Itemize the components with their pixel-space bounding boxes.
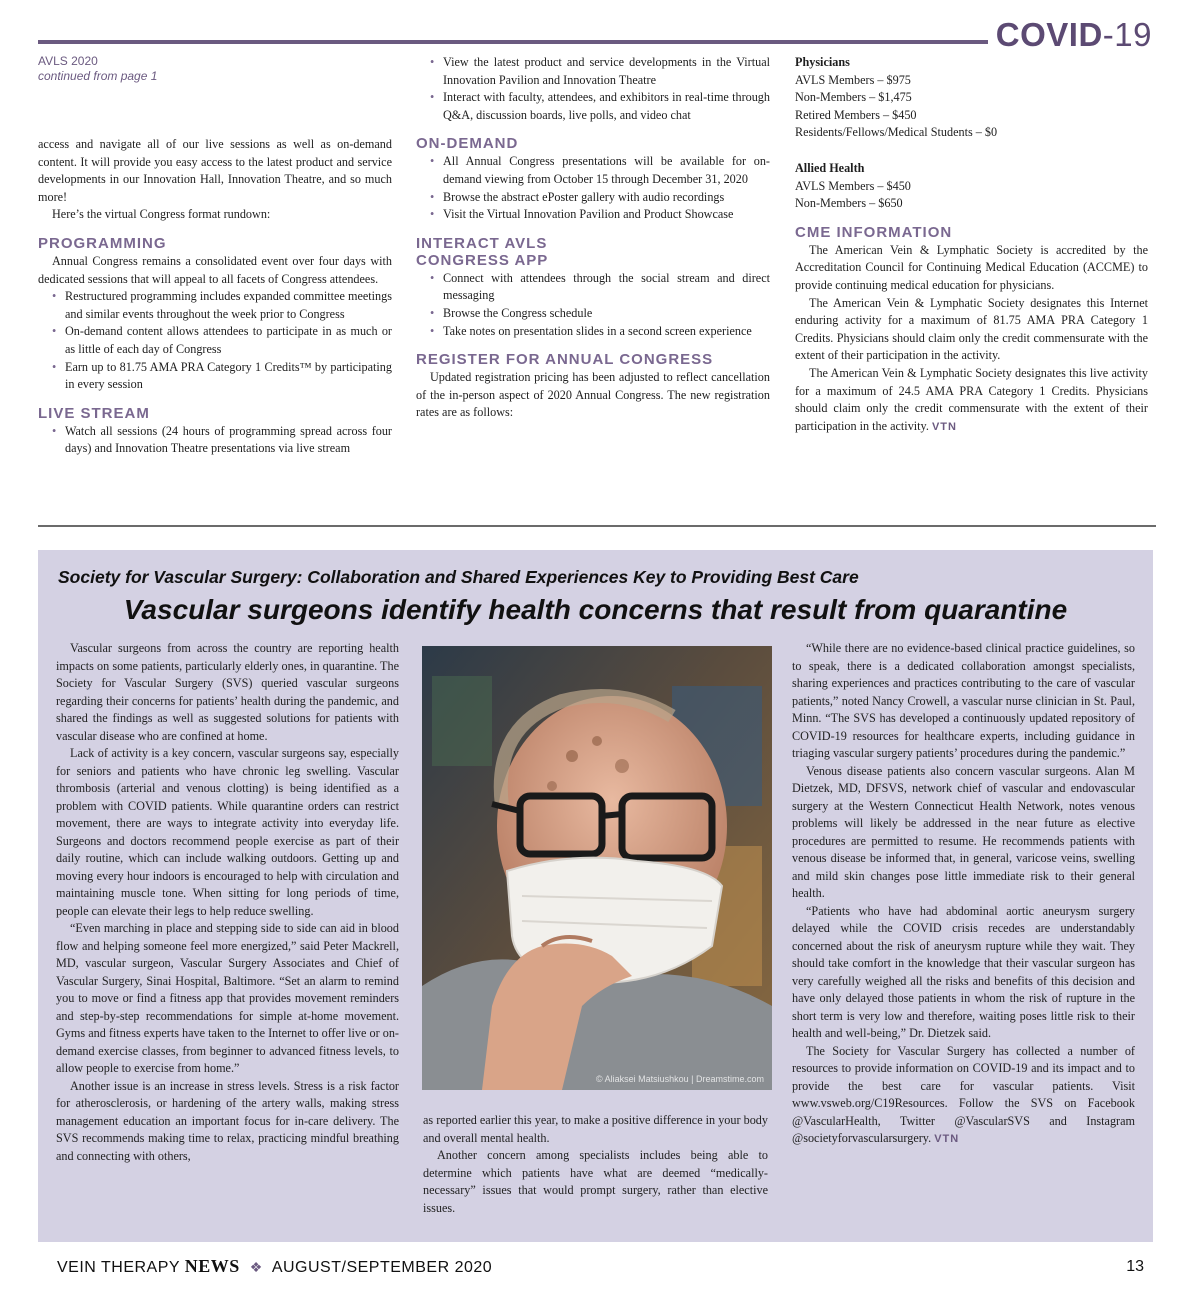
section-flag-word: COVID <box>995 16 1103 53</box>
section-heading-on-demand: ON-DEMAND <box>416 135 519 153</box>
article-column-1 <box>56 640 399 1165</box>
diamond-ornament-icon: ❖ <box>249 1259 263 1275</box>
section-heading-register: REGISTER FOR ANNUAL CONGRESS <box>416 351 714 369</box>
article-paragraph-text: The Society for Vascular Surgery has collected a number of resources to provide information on COVID-19 and its impact and to provide the best care for vascular patients. Visit www.vsweb.org/C19Resources. Follow the SVS on Facebook @VascularHealth, Twitter @VascularSVS and Instagram @societyforvascularsurgery. <box>792 1043 1135 1145</box>
article-paragraph: “While there are no evidence-based clinical practice guidelines, so to speak, there is a dedicated collaboration amongst specialists, sharing experiences and practices contributing to the care of vascular patients,” noted Nancy Crowell, a vascular nurse clinician in St. Paul, Minn. “The SVS has developed a continuously updated repository of COVID-19 resources for healthcare experts, including guidance in triaging vascular surgery patients’ procedures during the pandemic.” <box>792 641 1135 760</box>
section-heading-cme: CME INFORMATION <box>795 223 953 241</box>
allied-health-heading: Allied Health <box>795 160 865 175</box>
continued-kicker: AVLS 2020 <box>38 54 98 68</box>
rate-line: AVLS Members – $450 <box>795 178 911 193</box>
photo-credit: © Aliaksei Matsiushkou | Dreamstime.com <box>595 1074 764 1084</box>
section-flag <box>996 18 1152 51</box>
list-item: • On-demand content allows attendees to participate in as much or as little of each day of Congress <box>38 323 392 358</box>
section-divider <box>38 525 1156 527</box>
list-item: • Earn up to 81.75 AMA PRA Category 1 Credits™ by participating in every session <box>38 359 392 394</box>
list-item: • All Annual Congress presentations will be available for on-demand viewing from October 15 through December 31, 2020 <box>416 153 770 188</box>
section-heading-live-stream: LIVE STREAM <box>38 404 150 422</box>
cme-paragraph: The American Vein & Lymphatic Society is accredited by the Accreditation Council for Continuing Medical Education (ACCME) to provide continuing medical education for physicians. <box>795 242 1148 292</box>
section-heading-programming: PROGRAMMING <box>38 234 167 252</box>
list-item: • Restructured programming includes expanded committee meetings and similar events throughout the week prior to Congress <box>38 288 392 323</box>
list-item: • Connect with attendees through the social stream and direct messaging <box>416 270 770 305</box>
end-mark: VTN <box>931 420 957 433</box>
rate-line: AVLS Members – $975 <box>795 72 911 87</box>
article-paragraph: Another issue is an increase in stress levels. Stress is a risk factor for atherosclerosis, or hardening of the artery walls, making stress management education an important focus for in-care delivery. The SVS recommends making time to relax, practicing mindful breathing and connecting with others, <box>56 1078 399 1163</box>
innovation-list <box>416 54 770 124</box>
column-3 <box>795 54 1148 436</box>
cme-paragraph-last <box>795 365 1148 436</box>
on-demand-list <box>416 153 770 223</box>
sidebar-article-box <box>38 550 1153 1242</box>
section-flag-number: -19 <box>1102 16 1152 53</box>
article-paragraph: “Even marching in place and stepping side to side can aid in blood flow and helping someone feel more energized,” said Peter Mackrell, MD, vascular surgeon, Vascular Surgery Associates and Chief of Vascular Surgery, Sinai Hospital, Baltimore. “Set an alarm to remind you to move or find a fitness app that provides movement reminders and step-by-step recommendations for simple at-home movement. Gyms and fitness experts have taken to the Internet to offer live or on-demand exercise classes, from beginner to advanced fitness levels, to allow people to exercise from home.” <box>56 921 399 1075</box>
app-heading-line-1: INTERACT AVLS <box>416 234 548 252</box>
article-column-3 <box>792 640 1135 1149</box>
register-paragraph: Updated registration pricing has been adjusted to reflect cancellation of the in-person aspect of 2020 Annual Congress. The new registration rates are as follows: <box>416 370 770 420</box>
article-title: Vascular surgeons identify health concerns that result from quarantine <box>123 594 1068 625</box>
rate-line: Non-Members – $1,475 <box>795 90 912 105</box>
article-photo <box>422 646 772 1090</box>
rate-line: Retired Members – $450 <box>795 107 917 122</box>
rate-line: Residents/Fellows/Medical Students – $0 <box>795 125 998 140</box>
live-stream-list <box>38 423 392 458</box>
section-heading-app <box>416 235 770 269</box>
list-item: • View the latest product and service developments in the Virtual Innovation Pavilion and Innovation Theatre <box>416 54 770 89</box>
programming-paragraph: Annual Congress remains a consolidated event over four days with dedicated sessions that will appeal to all facets of Congress attendees. <box>38 253 392 286</box>
physicians-heading: Physicians <box>795 55 850 69</box>
article-column-2 <box>423 1112 768 1217</box>
intro-paragraph: access and navigate all of our live sessions as well as on-demand content. It will provide you easy access to the latest product and service developments in our Innovation Hall, Innovation Theatre, and so much more! <box>38 137 392 204</box>
list-item: • Browse the Congress schedule <box>416 305 770 323</box>
column-2 <box>416 54 770 422</box>
rundown-paragraph: Here’s the virtual Congress format rundown: <box>52 207 271 222</box>
article-paragraph: “Patients who have had abdominal aortic aneurysm surgery delayed while the COVID crisis recedes are understandably concerned about the risk of aneurysm rupture while they wait. They should take comfort in the knowledge that their vascular surgeon has very carefully weighed all the risks and benefits of this decision and have only delayed those patients in whom the risk of rupture in the short term is very low and therefore, waiting poses little risk to their health and well-being,” Dr. Dietzek said. <box>792 903 1135 1040</box>
list-item: • Visit the Virtual Innovation Pavilion and Product Showcase <box>416 206 770 224</box>
article-paragraph-continued: as reported earlier this year, to make a positive difference in your body and overall mental health. <box>423 1113 768 1145</box>
issue-date: AUGUST/SEPTEMBER 2020 <box>271 1259 493 1276</box>
article-paragraph-last <box>792 1043 1135 1149</box>
page-footer <box>57 1256 492 1277</box>
list-item: • Interact with faculty, attendees, and exhibitors in real-time through Q&A, discussion boards, live polls, and video chat <box>416 89 770 124</box>
app-heading-line-2: CONGRESS APP <box>416 251 549 269</box>
continued-note: continued from page 1 <box>38 69 158 83</box>
article-paragraph: Venous disease patients also concern vascular surgeons. Alan M Dietzek, MD, DFSVS, network chief of vascular and endovascular surgery at the Western Connecticut Health Network, notes venous problems will likely be addressed in the near future as elective procedures are permitted to resume. He recommends patients with venous disease be informed that, in general, varicose veins, swelling and mild skin changes pose little immediate risk to their general health. <box>792 763 1135 900</box>
publication-name: VEIN THERAPY <box>57 1259 180 1276</box>
cme-paragraph: The American Vein & Lymphatic Society designates this Internet enduring activity for a maximum of 81.75 AMA PRA Category 1 Credits. Physicians should claim only the credit commensurate with the extent of their participation in the activity. <box>795 295 1148 363</box>
rate-line: Non-Members – $650 <box>795 196 903 211</box>
article-paragraph: Another concern among specialists includes being able to determine which patients have what are deemed “medically-necessary” issues that would prompt surgery, rather than elective issues. <box>423 1148 768 1215</box>
masked-man-illustration <box>422 646 772 1090</box>
header-rule <box>38 40 988 44</box>
publication-name-news: NEWS <box>184 1256 240 1276</box>
article-kicker: Society for Vascular Surgery: Collaboration and Shared Experiences Key to Providing Best Care <box>58 567 859 587</box>
cme-paragraph-text: The American Vein & Lymphatic Society designates this live activity for a maximum of 24.5 AMA PRA Category 1 Credits. Physicians should claim only the credit commensurate with the extent of their participation in the activity. <box>795 365 1148 433</box>
list-item: • Take notes on presentation slides in a second screen experience <box>416 323 770 341</box>
page-number: 13 <box>1126 1258 1144 1275</box>
column-1 <box>38 54 392 458</box>
article-paragraph: Vascular surgeons from across the country are reporting health impacts on some patients, particularly elderly ones, in quarantine. The Society for Vascular Surgery (SVS) queried vascular surgeons regarding their concerns for patients’ health during the pandemic, and shared the findings as well as suggested solutions for patients with vascular disease who are confined at home. <box>56 641 399 743</box>
programming-list <box>38 288 392 394</box>
list-item: • Watch all sessions (24 hours of programming spread across four days) and Innovation Theatre presentations via live stream <box>38 423 392 458</box>
list-item: • Browse the abstract ePoster gallery with audio recordings <box>416 189 770 207</box>
article-paragraph: Lack of activity is a key concern, vascular surgeons say, especially for seniors and patients who have chronic leg swelling. Vascular thrombosis (arterial and venous clotting) is being identified as a problem with COVID patients. While quarantine orders can restrict movement, there are ways to integrate activity into everyday life. Surgeons and doctors recommend people exercise as part of their daily routine, which can include walking outdoors. Getting up and moving every hour indoors is encouraged to help with circulation and maintaining muscle tone. When sitting for long periods of time, people can elevate their legs to help reduce swelling. <box>56 746 399 918</box>
end-mark: VTN <box>934 1133 960 1145</box>
app-list <box>416 270 770 340</box>
